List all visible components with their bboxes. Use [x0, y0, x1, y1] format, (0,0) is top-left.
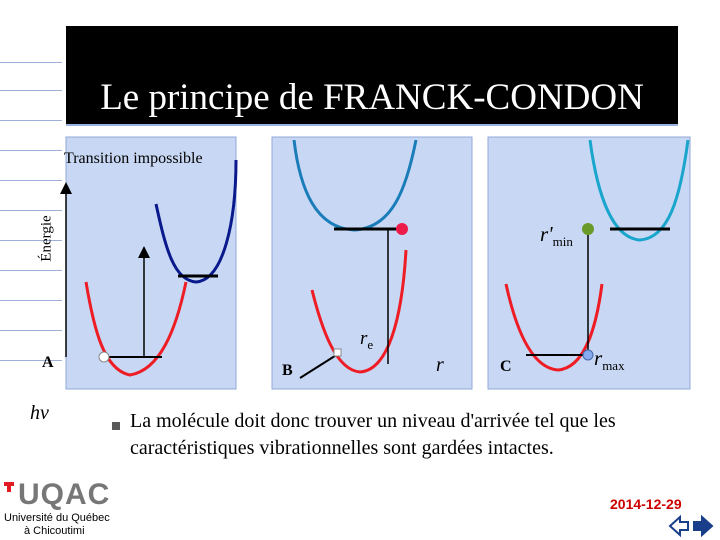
bullet-text: La molécule doit donc trouver un niveau d'arrivée tel que les caractéristiques vibrationnelles sont gardées intactes. — [130, 410, 616, 459]
logo-line1: Université du Québec — [4, 512, 110, 524]
r-label: r — [436, 354, 444, 376]
r-min-label — [540, 222, 573, 250]
page-title: Le principe de FRANCK-CONDON — [100, 77, 644, 118]
nav-forward-icon[interactable] — [694, 517, 712, 535]
navigation-buttons — [668, 514, 714, 538]
logo-line2: à Chicoutimi — [24, 525, 85, 537]
panel-label-c: C — [500, 358, 512, 375]
panel-label-a: A — [42, 354, 54, 371]
equilibrium-marker-b — [334, 349, 341, 356]
red-point-b — [396, 223, 408, 235]
r-e-base: r — [360, 328, 368, 349]
transition-subtitle: Transition impossible — [64, 150, 203, 167]
start-point-a — [99, 352, 109, 362]
panel-a — [66, 137, 236, 389]
r-max-base: r — [594, 346, 603, 370]
r-e-sub: e — [367, 336, 374, 352]
photon-label: hν — [30, 402, 49, 424]
r-min-base: r' — [540, 222, 553, 246]
nav-back-icon[interactable] — [670, 517, 688, 535]
r-max-sub: max — [602, 358, 625, 374]
r-e-label — [360, 328, 373, 353]
r-min-sub: min — [552, 234, 573, 250]
energy-axis-label: Énergie — [38, 215, 55, 262]
panel-label-b: B — [282, 362, 293, 379]
bullet-square-icon — [112, 422, 120, 430]
uqac-logo-icon — [4, 482, 18, 512]
logo-name: UQAC — [18, 478, 111, 511]
green-point-c — [582, 223, 594, 235]
slide-date: 2014-12-29 — [610, 496, 682, 512]
r-max-label — [594, 346, 625, 374]
start-point-c — [583, 350, 593, 360]
